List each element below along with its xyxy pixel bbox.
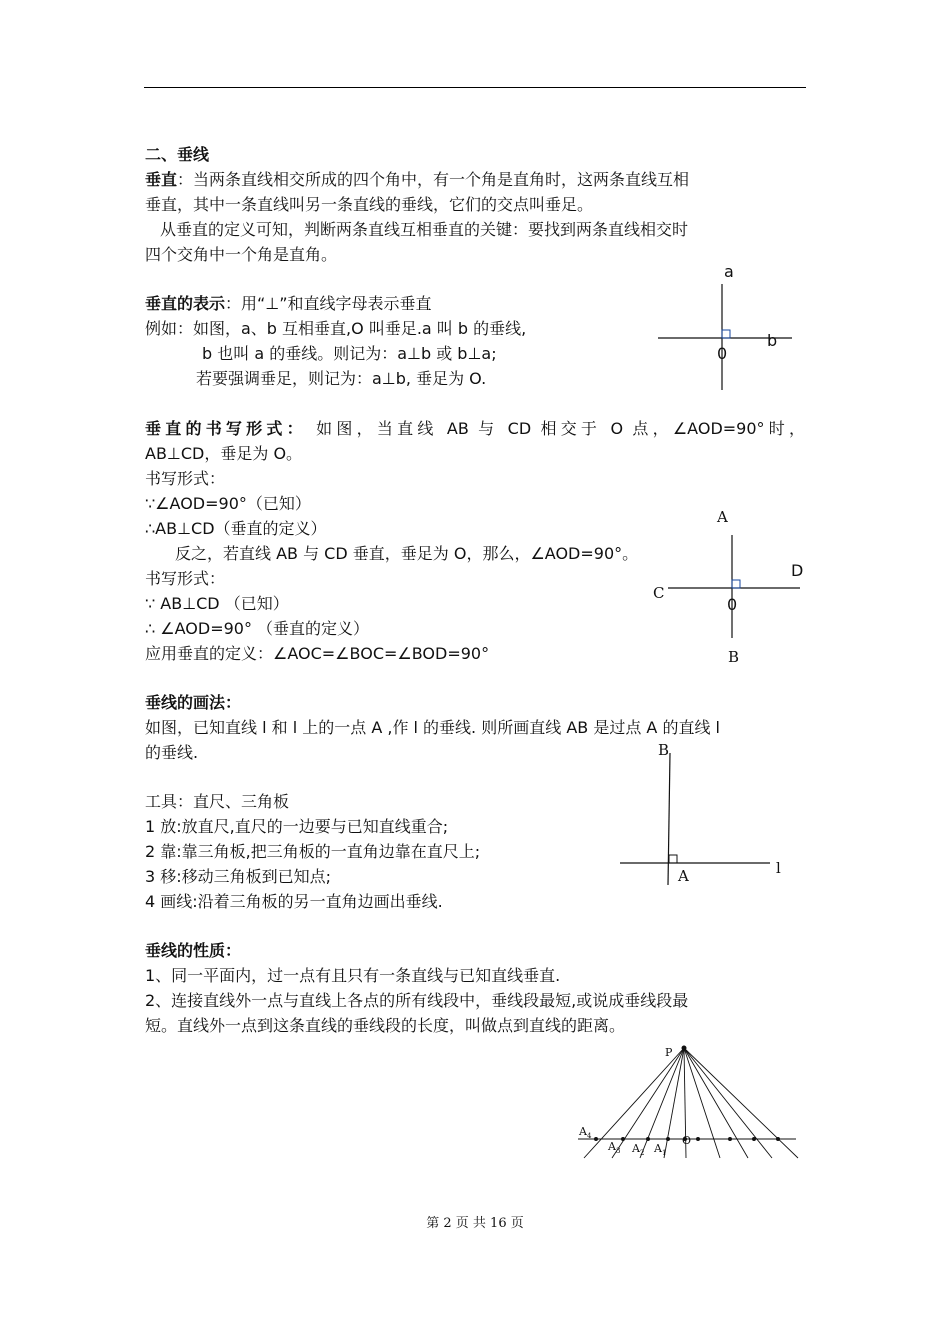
segment-right-2 [684,1048,748,1158]
point-a3 [621,1137,625,1141]
key-line-1: 从垂直的定义可知，判断两条直线互相垂直的关键：要找到两条直线相交时 [160,220,689,239]
label-A2: $A_2$ [632,1142,645,1157]
right-angle-mark [722,330,730,338]
writing-apply: 应用垂直的定义：∠AOC=∠BOC=∠BOD=90° [145,644,490,663]
point-a4 [594,1137,598,1141]
definition-term: 垂直 [145,170,178,189]
writing-line-1 [145,417,805,441]
point-right-4 [776,1137,780,1141]
drawing-title: 垂线的画法： [145,693,242,712]
property-2-line-1: 2、连接直线外一点与直线上各点的所有线段中，垂线段最短,或说成垂线段最 [145,991,689,1010]
definition-line-1 [145,168,689,192]
writing-step-3: ∵ AB⊥CD （已知） [145,594,289,613]
label-A1: $A_1$ [654,1142,667,1157]
figure-perpendicular-abcd [640,500,820,670]
segment-right-4 [684,1048,798,1158]
label-A3: $A_3$ [608,1140,621,1155]
label-B: B [728,648,740,666]
point-a1 [666,1137,670,1141]
page-footer: 第 2 页 共 16 页 [426,1216,524,1231]
label-A: A [717,508,728,526]
properties-title: 垂线的性质： [145,941,242,960]
segment-pa3 [612,1048,684,1158]
writing-step-2: ∴AB⊥CD（垂直的定义） [145,519,327,538]
label-A4: $A_4$ [579,1125,592,1140]
point-right-1 [696,1137,700,1141]
segment-pa2 [640,1048,684,1158]
label-B: B [658,741,670,759]
property-1: 1、同一平面内，过一点有且只有一条直线与已知直线垂直. [145,966,561,985]
point-a2 [646,1137,650,1141]
figure-perpendicular-ab [650,258,800,393]
drawing-line-2: 的垂线. [145,743,199,762]
writing-step-4: ∴ ∠AOD=90° （垂直的定义） [145,619,370,638]
notation-term: 垂直的表示 [145,294,226,313]
writing-form-label-2: 书写形式： [145,569,226,588]
notation-example-1: 例如：如图，a、b 互相垂直,O 叫垂足.a 叫 b 的垂线, [145,319,527,338]
drawing-step-3: 3 移:移动三角板到已知点; [145,867,332,886]
point-right-3 [752,1137,756,1141]
drawing-line-1: 如图，已知直线 l 和 l 上的一点 A ,作 l 的垂线. 则所画直线 AB 是过点 A 的直线 l [145,718,720,737]
writing-converse: 反之，若直线 AB 与 CD 垂直，垂足为 O，那么，∠AOD=90°。 [175,544,639,563]
writing-line-2: AB⊥CD，垂足为 O。 [145,444,303,463]
label-A: A [678,867,689,885]
writing-step-1: ∵∠AOD=90°（已知） [145,494,311,513]
line-ab [668,753,670,885]
label-P: P [665,1046,673,1059]
label-O: O [682,1134,692,1147]
drawing-step-1: 1 放:放直尺,直尺的一边要与已知直线重合; [145,817,449,836]
label-O: 0 [727,595,738,614]
property-2-line-2: 短。直线外一点到这条直线的垂线段的长度，叫做点到直线的距离。 [145,1016,626,1035]
segment-right-3 [684,1048,772,1158]
key-line-2: 四个交角中一个角是直角。 [145,245,338,264]
figure-shortest-segment [570,1040,805,1165]
point-right-2 [728,1137,732,1141]
drawing-step-2: 2 靠:靠三角板,把三角板的一直角边靠在直尺上; [145,842,481,861]
drawing-tools: 工具：直尺、三角板 [145,792,290,811]
definition-text: ：当两条直线相交所成的四个角中，有一个角是直角时，这两条直线互相 [177,170,690,189]
notation-example-3: 若要强调垂足，则记为：a⊥b, 垂足为 O. [196,369,487,388]
figure-construct-perpendicular [615,735,795,890]
writing-text: 如图，当直线 AB 与 CD 相交于 O 点，∠AOD=90°时， [316,419,805,438]
label-b: b [767,331,778,350]
label-o: 0 [717,344,728,363]
section-title: 二、垂线 [145,145,210,164]
writing-term: 垂直的书写形式： [145,419,307,438]
point-p [682,1046,687,1051]
notation-example-2: b 也叫 a 的垂线。则记为：a⊥b 或 b⊥a; [202,344,497,363]
label-D: D [791,561,804,580]
header-rule [144,87,806,88]
right-angle-mark [732,580,740,588]
label-a: a [724,262,734,281]
base-points [594,1046,780,1142]
notation-text: ：用“⊥”和直线字母表示垂直 [225,294,432,313]
segment-pa1 [664,1048,684,1158]
writing-form-label-1: 书写形式： [145,469,226,488]
definition-line-2: 垂直，其中一条直线叫另一条直线的垂线，它们的交点叫垂足。 [145,195,594,214]
notation-heading [145,292,432,316]
right-angle-mark [669,855,677,863]
drawing-step-4: 4 画线:沿着三角板的另一直角边画出垂线. [145,892,443,911]
label-l: l [776,859,781,877]
label-C: C [653,584,665,602]
